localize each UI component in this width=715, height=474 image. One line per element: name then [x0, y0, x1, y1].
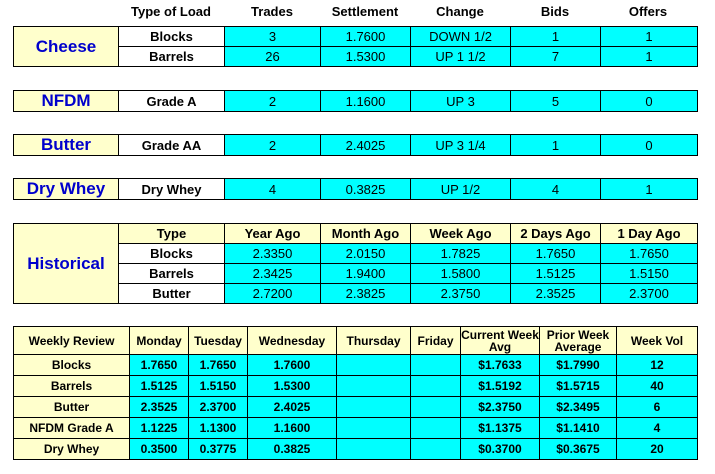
- drywhey-type: Dry Whey: [119, 179, 225, 200]
- weekly-row-type: Barrels: [14, 376, 130, 397]
- weekly-cell: 1.5300: [248, 376, 337, 397]
- historical-row-type: Blocks: [119, 244, 225, 264]
- nfdm-label: NFDM: [14, 91, 119, 112]
- cheese-trades: 3: [225, 27, 321, 47]
- historical-cell: 1.7825: [411, 244, 511, 264]
- nfdm-bids: 5: [511, 91, 601, 112]
- weekly-header: Wednesday: [248, 327, 337, 355]
- weekly-row-type: Butter: [14, 397, 130, 418]
- nfdm-trades: 2: [225, 91, 321, 112]
- weekly-cell: $1.7633: [461, 355, 540, 376]
- weekly-header: Weekly Review: [14, 327, 130, 355]
- weekly-cell: [337, 439, 411, 460]
- header-trades: Trades: [251, 4, 293, 19]
- nfdm-table: [13, 90, 698, 112]
- historical-cell: 2.3825: [321, 284, 411, 304]
- cheese-bids: 1: [511, 27, 601, 47]
- historical-cell: 1.5150: [601, 264, 698, 284]
- header-settlement: Settlement: [331, 4, 399, 19]
- nfdm-change: UP 3: [411, 91, 511, 112]
- drywhey-settlement: 0.3825: [321, 179, 411, 200]
- weekly-review-table: [13, 326, 698, 460]
- cheese-change: UP 1 1/2: [411, 47, 511, 67]
- historical-label: Historical: [14, 224, 119, 304]
- weekly-cell: 2.3700: [189, 397, 248, 418]
- butter-label: Butter: [14, 135, 119, 156]
- cheese-table: [13, 26, 698, 67]
- weekly-cell: 1.7600: [248, 355, 337, 376]
- drywhey-table: [13, 178, 698, 200]
- weekly-cell: 1.7650: [189, 355, 248, 376]
- weekly-cell: 2.4025: [248, 397, 337, 418]
- weekly-cell: $2.3750: [461, 397, 540, 418]
- weekly-cell: $1.1410: [540, 418, 617, 439]
- historical-cell: 2.3425: [225, 264, 321, 284]
- weekly-cell: 1.5125: [130, 376, 189, 397]
- weekly-cell: [411, 397, 461, 418]
- weekly-header: Monday: [130, 327, 189, 355]
- historical-header: Year Ago: [225, 224, 321, 244]
- cheese-settlement: 1.5300: [321, 47, 411, 67]
- historical-cell: 2.3700: [601, 284, 698, 304]
- weekly-header: Thursday: [337, 327, 411, 355]
- historical-cell: 1.9400: [321, 264, 411, 284]
- historical-row-type: Butter: [119, 284, 225, 304]
- historical-header: Month Ago: [321, 224, 411, 244]
- historical-cell: 2.3525: [511, 284, 601, 304]
- weekly-cell: $1.5192: [461, 376, 540, 397]
- drywhey-label: Dry Whey: [14, 179, 119, 200]
- weekly-cell: $1.5715: [540, 376, 617, 397]
- cheese-change: DOWN 1/2: [411, 27, 511, 47]
- historical-header: 2 Days Ago: [511, 224, 601, 244]
- historical-header: Type: [119, 224, 225, 244]
- weekly-cell: $1.7990: [540, 355, 617, 376]
- butter-type: Grade AA: [119, 135, 225, 156]
- cheese-type: Blocks: [119, 27, 225, 47]
- butter-offers: 0: [601, 135, 698, 156]
- historical-cell: 1.7650: [511, 244, 601, 264]
- weekly-cell: 6: [617, 397, 698, 418]
- weekly-cell: 0.3775: [189, 439, 248, 460]
- weekly-cell: [337, 355, 411, 376]
- weekly-header: Prior Week Average: [540, 327, 617, 355]
- historical-cell: 2.0150: [321, 244, 411, 264]
- weekly-cell: $0.3675: [540, 439, 617, 460]
- header-type-of-load: Type of Load: [131, 4, 211, 19]
- header-change: Change: [436, 4, 484, 19]
- header-offers: Offers: [628, 4, 668, 19]
- nfdm-type: Grade A: [119, 91, 225, 112]
- weekly-cell: $0.3700: [461, 439, 540, 460]
- weekly-cell: 1.5150: [189, 376, 248, 397]
- cheese-bids: 7: [511, 47, 601, 67]
- weekly-cell: [411, 439, 461, 460]
- historical-row-type: Barrels: [119, 264, 225, 284]
- weekly-header: Tuesday: [189, 327, 248, 355]
- weekly-cell: [337, 376, 411, 397]
- weekly-row-type: NFDM Grade A: [14, 418, 130, 439]
- cheese-type: Barrels: [119, 47, 225, 67]
- historical-cell: 2.3350: [225, 244, 321, 264]
- weekly-cell: 1.7650: [130, 355, 189, 376]
- historical-cell: 1.5125: [511, 264, 601, 284]
- weekly-cell: 20: [617, 439, 698, 460]
- cheese-offers: 1: [601, 47, 698, 67]
- weekly-cell: [411, 376, 461, 397]
- butter-bids: 1: [511, 135, 601, 156]
- historical-cell: 2.3750: [411, 284, 511, 304]
- butter-table: [13, 134, 698, 156]
- nfdm-offers: 0: [601, 91, 698, 112]
- historical-cell: 1.7650: [601, 244, 698, 264]
- historical-cell: 2.7200: [225, 284, 321, 304]
- weekly-header: Week Vol: [617, 327, 698, 355]
- cheese-label: Cheese: [14, 27, 119, 67]
- butter-settlement: 2.4025: [321, 135, 411, 156]
- weekly-cell: 4: [617, 418, 698, 439]
- cheese-trades: 26: [225, 47, 321, 67]
- weekly-cell: [337, 397, 411, 418]
- drywhey-change: UP 1/2: [411, 179, 511, 200]
- drywhey-offers: 1: [601, 179, 698, 200]
- cheese-settlement: 1.7600: [321, 27, 411, 47]
- weekly-cell: 0.3500: [130, 439, 189, 460]
- weekly-cell: [411, 418, 461, 439]
- drywhey-bids: 4: [511, 179, 601, 200]
- historical-table: [13, 223, 698, 304]
- butter-trades: 2: [225, 135, 321, 156]
- weekly-cell: 12: [617, 355, 698, 376]
- weekly-cell: [411, 355, 461, 376]
- drywhey-trades: 4: [225, 179, 321, 200]
- weekly-header: Current Week Avg: [461, 327, 539, 354]
- nfdm-settlement: 1.1600: [321, 91, 411, 112]
- weekly-header: Friday: [411, 327, 461, 355]
- butter-change: UP 3 1/4: [411, 135, 511, 156]
- weekly-cell: [337, 418, 411, 439]
- weekly-cell: 40: [617, 376, 698, 397]
- weekly-cell: 1.1300: [189, 418, 248, 439]
- cheese-offers: 1: [601, 27, 698, 47]
- weekly-row-type: Dry Whey: [14, 439, 130, 460]
- weekly-cell: 1.1225: [130, 418, 189, 439]
- historical-cell: 1.5800: [411, 264, 511, 284]
- header-bids: Bids: [540, 4, 570, 19]
- weekly-row-type: Blocks: [14, 355, 130, 376]
- historical-header: 1 Day Ago: [601, 224, 698, 244]
- weekly-cell: $1.1375: [461, 418, 540, 439]
- weekly-cell: 2.3525: [130, 397, 189, 418]
- weekly-cell: 1.1600: [248, 418, 337, 439]
- weekly-cell: 0.3825: [248, 439, 337, 460]
- historical-header: Week Ago: [411, 224, 511, 244]
- weekly-cell: $2.3495: [540, 397, 617, 418]
